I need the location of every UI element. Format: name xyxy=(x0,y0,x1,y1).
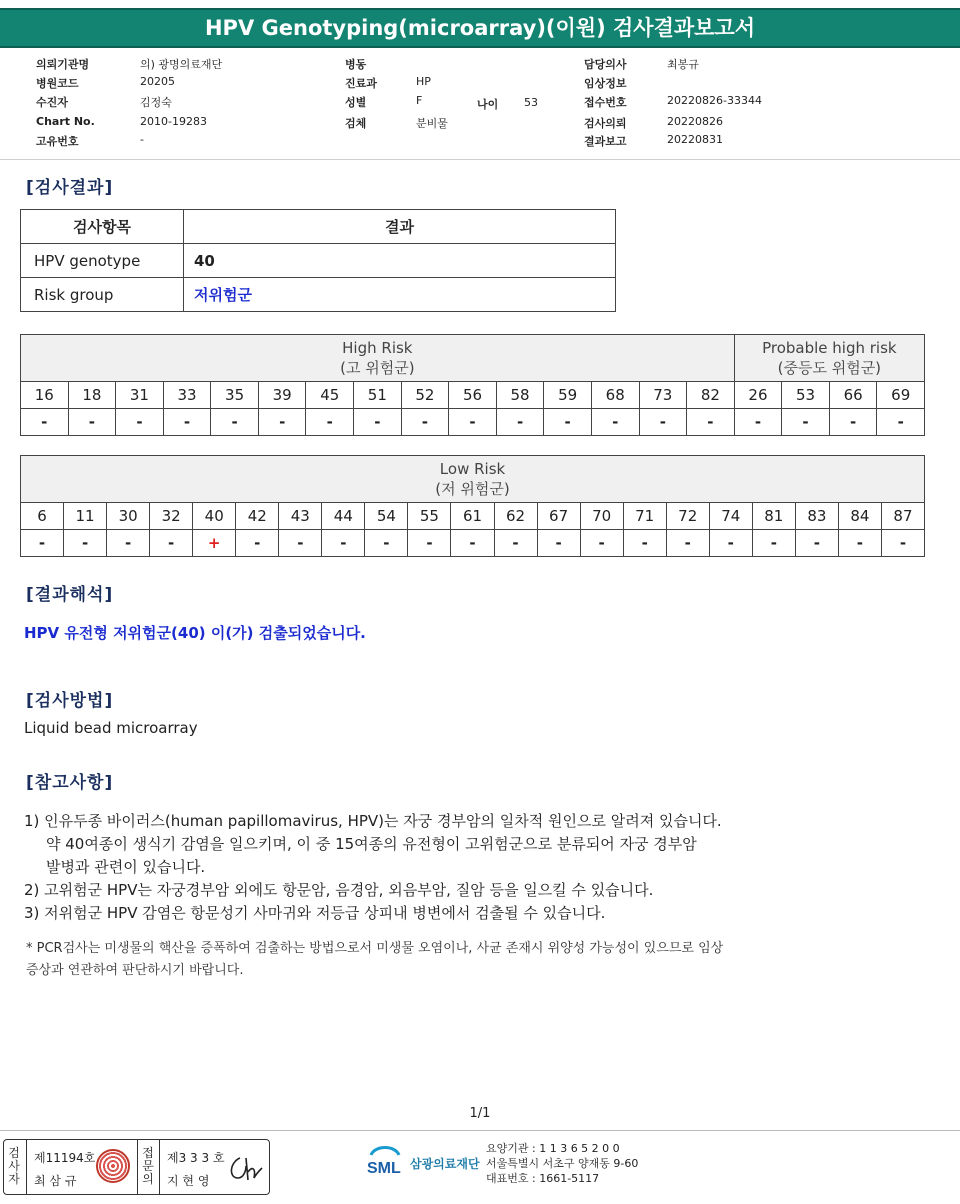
high-risk-title: High Risk xyxy=(342,339,413,357)
section-title-reference: [참고사항] xyxy=(26,773,114,793)
reference-line-2: 약 40여종이 생식기 감염을 일으키며, 이 중 15여종의 유전형이 고위험군으로 분류되어 자궁 경부암 xyxy=(46,835,697,853)
genotype-cell: 58 xyxy=(496,382,544,409)
genotype-cell: 33 xyxy=(163,382,211,409)
examiner-name: 최 삼 규 xyxy=(34,1174,77,1188)
footer xyxy=(0,1130,960,1204)
page-number: 1/1 xyxy=(469,1106,491,1121)
signature-box xyxy=(3,1139,270,1195)
info-label: 수진자 xyxy=(36,96,68,109)
genotype-result-cell: - xyxy=(881,530,924,557)
genotype-result-cell: - xyxy=(449,409,497,436)
svg-text:SML: SML xyxy=(367,1160,401,1177)
genotype-cell: 18 xyxy=(68,382,116,409)
section-title-method: [검사방법] xyxy=(26,691,114,711)
genotype-cell: 52 xyxy=(401,382,449,409)
specialist-label: 접문의 xyxy=(142,1146,154,1186)
info-label: 병동 xyxy=(345,58,367,71)
genotype-cell: 6 xyxy=(21,503,64,530)
divider xyxy=(26,1140,27,1194)
interpretation-text: HPV 유전형 저위험군(40) 이(가) 검출되었습니다. xyxy=(24,624,366,642)
report-title: HPV Genotyping(microarray)(이원) 검사결과보고서 xyxy=(0,8,960,48)
info-value: F xyxy=(416,94,423,107)
info-divider xyxy=(0,159,960,160)
info-label: 검사의뢰 xyxy=(584,117,627,130)
genotype-cell: 39 xyxy=(258,382,306,409)
genotype-cell: 35 xyxy=(211,382,259,409)
genotype-cell: 68 xyxy=(591,382,639,409)
genotype-cell: 69 xyxy=(877,382,925,409)
info-label: 결과보고 xyxy=(584,135,627,148)
reference-line-4: 2) 고위험군 HPV는 자궁경부암 외에도 항문암, 음경암, 외음부암, 질암 등을 일으킬 수 있습니다. xyxy=(24,881,654,899)
info-label: 검체 xyxy=(345,117,367,130)
divider xyxy=(159,1140,160,1194)
info-value: 의) 광명의료재단 xyxy=(140,58,223,71)
genotype-result-cell: - xyxy=(782,409,830,436)
signature-icon xyxy=(226,1152,264,1184)
probable-high-risk-header xyxy=(734,335,924,382)
info-label: 접수번호 xyxy=(584,96,627,109)
info-value: 2010-19283 xyxy=(140,115,207,128)
info-label: 진료과 xyxy=(345,77,377,90)
specialist-license: 제3 3 3 호 xyxy=(167,1151,225,1165)
age-value: 53 xyxy=(524,96,538,109)
header-item: 검사항목 xyxy=(21,210,184,244)
note-line: 증상과 연관하여 판단하시기 바랍니다. xyxy=(26,963,244,978)
genotype-cell: 70 xyxy=(580,503,623,530)
info-label: 임상정보 xyxy=(584,77,627,90)
divider xyxy=(137,1140,138,1194)
genotype-cell: 87 xyxy=(881,503,924,530)
genotype-cell: 30 xyxy=(107,503,150,530)
genotype-result-cell: - xyxy=(623,530,666,557)
low-risk-header xyxy=(21,456,925,503)
low-risk-title: Low Risk xyxy=(439,460,506,478)
genotype-result-cell: + xyxy=(193,530,236,557)
info-value: HP xyxy=(416,75,431,88)
risk-group-label: Risk group xyxy=(21,278,184,312)
info-value: 20220826-33344 xyxy=(667,94,762,107)
genotype-result-cell: - xyxy=(537,530,580,557)
info-value: 20205 xyxy=(140,75,175,88)
genotype-cell: 73 xyxy=(639,382,687,409)
address-line: 대표번호 : 1661-5117 xyxy=(486,1172,600,1185)
genotype-result-cell: - xyxy=(734,409,782,436)
org-address xyxy=(486,1141,638,1186)
specialist-name: 지 현 영 xyxy=(167,1174,210,1188)
info-label: 의뢰기관명 xyxy=(36,58,90,71)
method-text: Liquid bead microarray xyxy=(24,719,198,737)
probable-high-risk-subtitle: (중등도 위험군) xyxy=(777,359,882,377)
pcr-note xyxy=(26,938,723,982)
genotype-cell: 43 xyxy=(279,503,322,530)
genotype-cell: 59 xyxy=(544,382,592,409)
genotype-result-cell: - xyxy=(21,409,69,436)
genotype-result-cell: - xyxy=(829,409,877,436)
genotype-result-cell: - xyxy=(580,530,623,557)
section-title-result: [검사결과] xyxy=(26,178,114,198)
seal-stamp-icon xyxy=(96,1149,130,1183)
org-name: 삼광의료재단 xyxy=(410,1157,480,1171)
genotype-result-cell: - xyxy=(211,409,259,436)
genotype-cell: 40 xyxy=(193,503,236,530)
low-risk-subtitle: (저 위험군) xyxy=(435,480,510,498)
genotype-cell: 62 xyxy=(494,503,537,530)
patient-info xyxy=(0,56,960,152)
genotype-cell: 53 xyxy=(782,382,830,409)
genotype-result-cell: - xyxy=(258,409,306,436)
genotype-cell: 72 xyxy=(666,503,709,530)
section-title-interpretation: [결과해석] xyxy=(26,585,114,605)
genotype-cell: 44 xyxy=(322,503,365,530)
table-row xyxy=(21,244,616,278)
genotype-cell: 82 xyxy=(687,382,735,409)
genotype-result-cell: - xyxy=(279,530,322,557)
age-label: 나이 xyxy=(477,98,499,111)
genotype-result-cell: - xyxy=(494,530,537,557)
genotype-result-cell: - xyxy=(687,409,735,436)
reference-line-1: 1) 인유두종 바이러스(human papillomavirus, HPV)는 자궁 경부암의 일차적 원인으로 알려져 있습니다. xyxy=(24,812,722,830)
high-risk-genotype-table xyxy=(20,334,925,436)
genotype-result-cell: - xyxy=(322,530,365,557)
genotype-cell: 32 xyxy=(150,503,193,530)
genotype-result-cell: - xyxy=(496,409,544,436)
genotype-cell: 66 xyxy=(829,382,877,409)
examiner-label: 검사자 xyxy=(8,1146,20,1186)
reference-line-5: 3) 저위험군 HPV 감염은 항문성기 사마귀와 저등급 상피내 병변에서 검출될 수 있습니다. xyxy=(24,904,606,922)
info-value: 최봉규 xyxy=(667,58,699,71)
genotype-result-cell: - xyxy=(107,530,150,557)
risk-group-value: 저위험군 xyxy=(184,278,616,312)
genotype-result-cell: - xyxy=(21,530,64,557)
sml-logo-icon xyxy=(365,1143,405,1177)
genotype-result-cell: - xyxy=(752,530,795,557)
genotype-result-cell: - xyxy=(401,409,449,436)
info-label: 병원코드 xyxy=(36,77,79,90)
high-risk-header xyxy=(21,335,735,382)
examiner-license: 제11194호 xyxy=(34,1151,96,1165)
info-value: - xyxy=(140,133,144,146)
high-risk-subtitle: (고 위험군) xyxy=(340,359,415,377)
note-line: * PCR검사는 미생물의 핵산을 증폭하여 검출하는 방법으로서 미생물 오염이나, 사균 존재시 위양성 가능성이 있으므로 임상 xyxy=(26,941,724,956)
genotype-value: 40 xyxy=(184,244,616,278)
genotype-result-cell: - xyxy=(236,530,279,557)
genotype-cell: 83 xyxy=(795,503,838,530)
genotype-cell: 42 xyxy=(236,503,279,530)
genotype-cell: 16 xyxy=(21,382,69,409)
genotype-result-cell: - xyxy=(451,530,494,557)
genotype-cell: 56 xyxy=(449,382,497,409)
genotype-result-cell: - xyxy=(163,409,211,436)
genotype-cell: 74 xyxy=(709,503,752,530)
genotype-result-cell: - xyxy=(666,530,709,557)
probable-high-risk-title: Probable high risk xyxy=(762,339,897,357)
genotype-cell: 61 xyxy=(451,503,494,530)
table-row xyxy=(21,278,616,312)
genotype-result-cell: - xyxy=(116,409,164,436)
genotype-cell: 26 xyxy=(734,382,782,409)
genotype-cell: 54 xyxy=(365,503,408,530)
genotype-cell: 81 xyxy=(752,503,795,530)
info-label: 성별 xyxy=(345,96,367,109)
genotype-result-cell: - xyxy=(639,409,687,436)
header-result: 결과 xyxy=(184,210,616,244)
info-label: 담당의사 xyxy=(584,58,627,71)
genotype-cell: 11 xyxy=(64,503,107,530)
info-label: Chart No. xyxy=(36,115,95,128)
genotype-cell: 31 xyxy=(116,382,164,409)
genotype-cell: 84 xyxy=(838,503,881,530)
address-line: 요양기관 : 1 1 3 6 5 2 0 0 xyxy=(486,1142,620,1155)
genotype-result-cell: - xyxy=(68,409,116,436)
genotype-cell: 67 xyxy=(537,503,580,530)
genotype-result-cell: - xyxy=(408,530,451,557)
genotype-result-cell: - xyxy=(64,530,107,557)
genotype-result-cell: - xyxy=(838,530,881,557)
info-value: 분비물 xyxy=(416,117,448,130)
genotype-result-cell: - xyxy=(365,530,408,557)
genotype-result-cell: - xyxy=(795,530,838,557)
genotype-result-cell: - xyxy=(591,409,639,436)
info-value: 김정숙 xyxy=(140,96,172,109)
info-label: 고유번호 xyxy=(36,135,79,148)
genotype-result-cell: - xyxy=(306,409,354,436)
genotype-result-cell: - xyxy=(877,409,925,436)
info-value: 20220831 xyxy=(667,133,723,146)
genotype-cell: 71 xyxy=(623,503,666,530)
genotype-cell: 51 xyxy=(354,382,402,409)
genotype-label: HPV genotype xyxy=(21,244,184,278)
reference-line-3: 발병과 관련이 있습니다. xyxy=(46,858,206,876)
genotype-result-cell: - xyxy=(544,409,592,436)
genotype-result-cell: - xyxy=(150,530,193,557)
address-line: 서울특별시 서초구 양재동 9-60 xyxy=(486,1157,639,1170)
result-table xyxy=(20,209,616,312)
genotype-cell: 55 xyxy=(408,503,451,530)
genotype-cell: 45 xyxy=(306,382,354,409)
genotype-result-cell: - xyxy=(354,409,402,436)
info-value: 20220826 xyxy=(667,115,723,128)
low-risk-genotype-table xyxy=(20,455,925,557)
genotype-result-cell: - xyxy=(709,530,752,557)
